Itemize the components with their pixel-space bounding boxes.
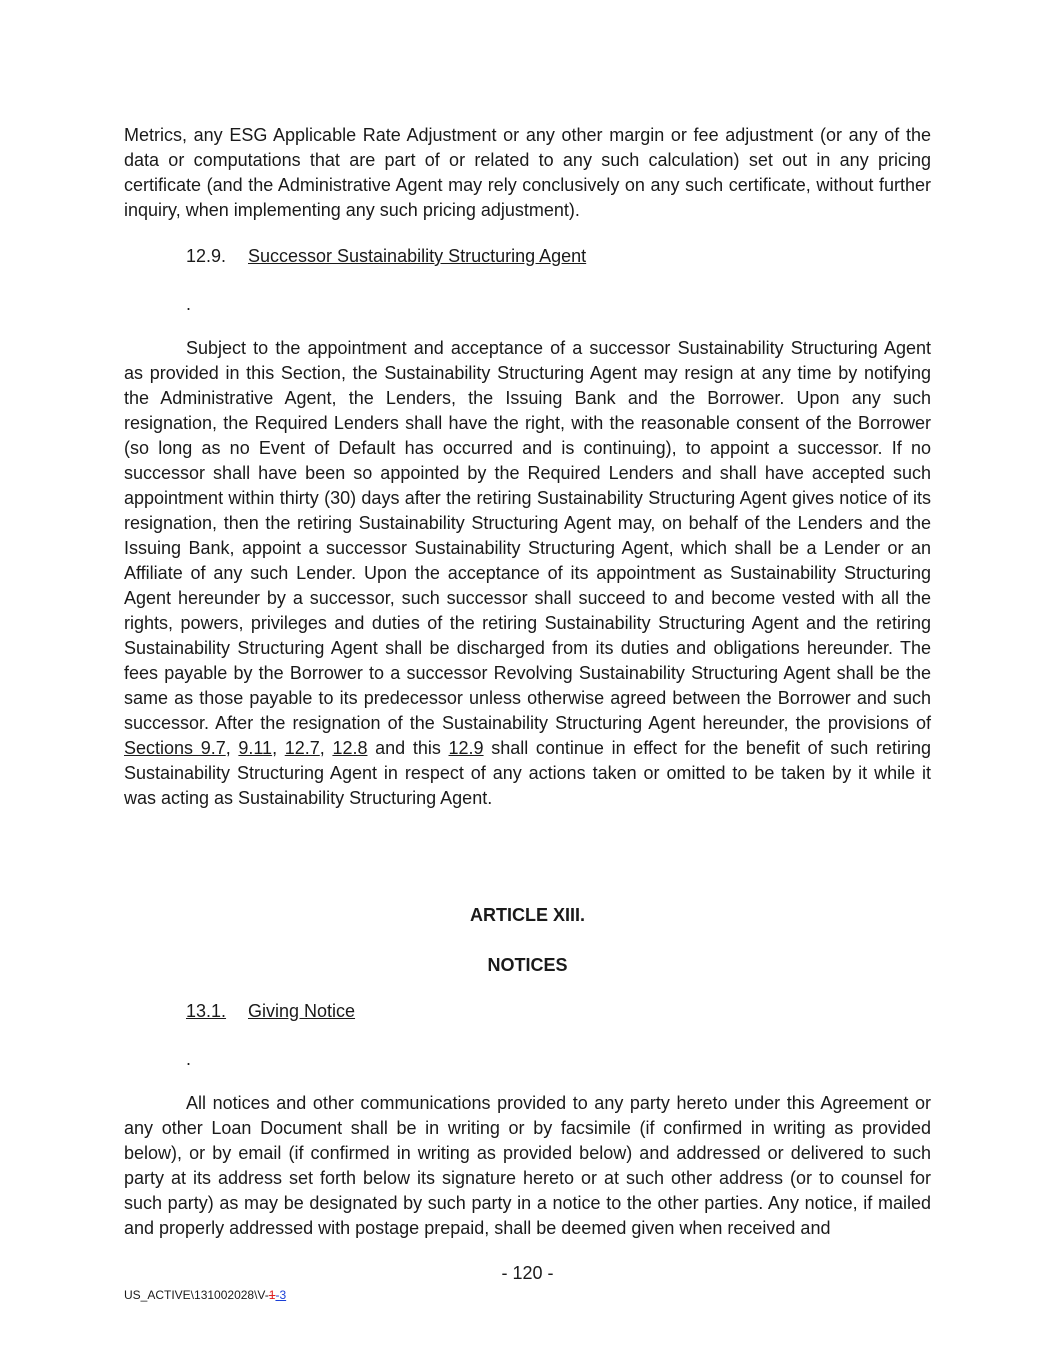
cross-reference: 12.8 xyxy=(332,738,368,758)
paragraph-pricing-certificate: Metrics, any ESG Applicable Rate Adjustment or any other margin or fee adjustment (or any of the data or computations that are part of or related to any such calculation) set out in any pricing certificate (and the Administrative Agent may rely conclusively on any such certificate, without further inquiry, when implementing any such pricing adjustment). xyxy=(124,125,931,220)
separator: , xyxy=(319,738,333,758)
cross-reference: 12.9 xyxy=(448,738,484,758)
article-title: NOTICES xyxy=(487,955,568,975)
deleted-version: 1 xyxy=(268,1288,276,1302)
section-number xyxy=(186,999,248,1024)
section-title: Successor Sustainability Structuring Agent xyxy=(248,246,587,266)
article-heading: ARTICLE XIII. xyxy=(469,905,585,925)
cross-reference: 12.7 xyxy=(284,738,320,758)
section-12-9-heading xyxy=(186,244,586,269)
page-number: - 120 - xyxy=(501,1263,554,1283)
section-13-1-heading xyxy=(186,999,355,1024)
paragraph-text: Subject to the appointment and acceptance of a successor Sustainability Structuring Agent as provided in this Section, the Sustainability Structuring Agent may resign at any time by notifying the Administrative Agent, the Lenders, the Issuing Bank and the Borrower. Upon any such resignation, the Required Lenders shall have the right, with the reasonable consent of the Borrower (so long as no Event of Default has occurred and is continuing), to appoint a successor. If no successor shall have been so appointed by the Required Lenders and shall have accepted such appointment within thirty (30) days after the retiring Sustainability Structuring Agent gives notice of its resignation, then the retiring Sustainability Structuring Agent may, on behalf of the Lenders and the Issuing Bank, appoint a successor Sustainability Structuring Agent, which shall be a Lender or an Affiliate of any such Lender. Upon the acceptance of its appointment as Sustainability Structuring Agent hereunder by a successor, such successor shall succeed to and become vested with all the rights, powers, privileges and duties of the retiring Sustainability Structuring Agent and the retiring Sustainability Structuring Agent shall be discharged from its duties and obligations hereunder. The fees payable by the Borrower to a successor Revolving Sustainability Structuring Agent shall be the same as those payable to its predecessor unless otherwise agreed between the Borrower and such successor. After the resignation of the Sustainability Structuring Agent hereunder, the provisions of xyxy=(124,338,931,733)
section-13-1-dot: . xyxy=(186,1049,192,1069)
doc-id-prefix: US_ACTIVE\131002028\V- xyxy=(124,1288,269,1302)
paragraph-successor-agent xyxy=(124,336,931,811)
paragraph-text: shall continue in effect for the benefit of such retiring Sustainability Structuring Agent in respect of any actions taken or omitted to be taken by it while it was acting as Sustainability Structuring Agent. xyxy=(124,738,931,808)
section-number: 12.9. xyxy=(186,246,227,266)
paragraph-giving-notice: All notices and other communications provided to any party hereto under this Agreement or any other Loan Document shall be in writing or by facsimile (if confirmed in writing as provided below), or by email (if confirmed in writing as provided below) and addressed or delivered to such party at its address set forth below its signature hereto or at such other address (or to counsel for such party) as may be designated by such party in a notice to the other parties. Any notice, if mailed and properly addressed with postage prepaid, shall be deemed given when received and xyxy=(124,1093,931,1238)
separator: , xyxy=(272,738,285,758)
cross-reference: Sections 9.7 xyxy=(124,738,226,758)
section-number-text: 13.1. xyxy=(186,1001,227,1021)
cross-reference: 9.11 xyxy=(238,738,273,758)
section-title: Giving Notice xyxy=(248,1001,356,1021)
section-12-9-dot: . xyxy=(186,294,192,314)
document-id xyxy=(124,1287,286,1303)
version-separator: - xyxy=(275,1288,280,1302)
separator: , xyxy=(225,738,239,758)
paragraph-text: and this xyxy=(367,738,449,758)
inserted-version: 3 xyxy=(279,1288,287,1302)
